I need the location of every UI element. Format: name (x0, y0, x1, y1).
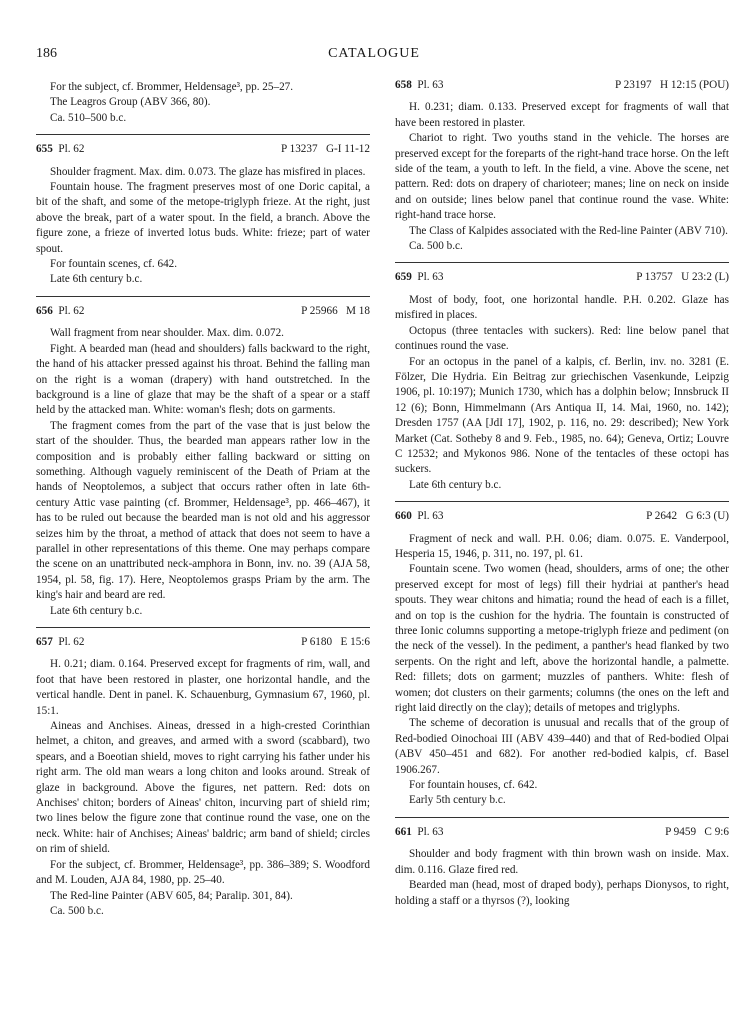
entry-655-ref: For fountain scenes, cf. 642. (50, 258, 178, 271)
entry-655-body: Fountain house. The fragment preserves most of one Doric capital, a bit of the shaft, and some of the metope-triglyph frieze. At the right, just above the break, part of a water spout. In the field, a branch. Above the figure zone, a frieze of inverted lotus buds. White: frieze; part of water spout. (36, 181, 370, 255)
entry-656-body: Fight. A bearded man (head and shoulders) falls backward to the right, the hand of his attacker pressed against his throat. Behind the falling man on the right is a woman (drapery) with hand outstretched. In the background is a line of glaze that may be the shaft of a spear or a staff held by the attacked man. White: woman's flesh; dots on garments. (36, 342, 370, 417)
entry-656-desc: Wall fragment from near shoulder. Max. dim. 0.072. (50, 327, 284, 340)
entry-660-header (395, 509, 729, 524)
entry-660-ref: For fountain houses, cf. 642. (409, 779, 538, 792)
intro-group: The Leagros Group (ABV 366, 80). (50, 96, 211, 109)
entry-661-header (395, 825, 729, 840)
entry-656-date: Late 6th century b.c. (50, 604, 143, 617)
plate-ref: Pl. 62 (58, 636, 85, 648)
plate-ref: Pl. 63 (417, 271, 444, 284)
inventory-ref: P 2642 G 6:3 (U) (646, 510, 729, 523)
entry-660-date: Early 5th century b.c. (409, 794, 506, 807)
divider (36, 627, 370, 628)
entry-661-body: Bearded man (head, most of draped body), perhaps Dionysos, to right, holding a staff or a thyrsos (?), looking (395, 879, 729, 907)
inventory-ref: P 25966 M 18 (301, 304, 370, 317)
plate-ref: Pl. 62 (58, 143, 85, 156)
plate-ref: Pl. 63 (417, 510, 444, 523)
entry-655-header (36, 142, 370, 157)
entry-658-header (395, 78, 729, 93)
inventory-ref: P 23197 H 12:15 (POU) (615, 79, 729, 91)
entry-659-desc: Most of body, foot, one horizontal handle. P.H. 0.202. Glaze has misfired in places. (395, 293, 729, 322)
entry-number: 660 (395, 510, 412, 523)
entry-number: 659 (395, 271, 412, 284)
entry-660-desc: Fragment of neck and wall. P.H. 0.06; diam. 0.075. E. Vanderpool, Hesperia 15, 1946, p. 311, no. 197, pl. 61. (395, 532, 729, 560)
inventory-ref: P 9459 C 9:6 (665, 825, 729, 838)
inventory-ref: P 13757 U 23:2 (L) (636, 271, 729, 284)
entry-657-desc: H. 0.21; diam. 0.164. Preserved except for fragments of rim, wall, and foot that have been restored in plaster, one horizontal handle, and the vertical handle. Dent in panel. K. Schauenburg, Gymnasium 67, 1960, pl. 15:1. (36, 658, 370, 717)
divider (395, 817, 729, 818)
divider (395, 501, 729, 502)
entry-655-desc: Shoulder fragment. Max. dim. 0.073. The glaze has misfired in places. (50, 165, 366, 178)
page-number: 186 (36, 46, 57, 61)
entry-657-painter: The Red-line Painter (ABV 605, 84; Paralip. 301, 84). (50, 889, 293, 902)
entry-number: 658 (395, 79, 412, 91)
divider (36, 134, 370, 135)
entry-661-desc: Shoulder and body fragment with thin brown wash on inside. Max. dim. 0.116. Glaze fired red. (395, 848, 729, 876)
entry-659-date: Late 6th century b.c. (409, 478, 502, 491)
entry-number: 655 (36, 143, 53, 156)
entry-number: 656 (36, 304, 53, 317)
inventory-ref: P 6180 E 15:6 (301, 636, 370, 648)
entry-655-date: Late 6th century b.c. (50, 273, 143, 286)
plate-ref: Pl. 63 (417, 79, 444, 91)
entry-number: 657 (36, 636, 53, 648)
entry-number: 661 (395, 825, 412, 838)
entry-656-discussion: The fragment comes from the part of the vase that is just below the start of the shoulder. Thus, the bearded man appears rather low in the composition and is probably either falling backward or sitting on something. Although vaguely reminiscent of the Death of Priam at the hands of Neoptolemos, a subject that occurs rather often in late 6th-century Attic vase painting (cf. Brommer, Heldensage³, pp. 466–467), it has to be ruled out because the bearded man is not old and his aggressor seizes him by the throat, a method of attack that does not seem to have a parallel in other representations of this theme. One may perhaps compare the scene on an unattributed neck-amphora in Bonn, inv. no. 39 (AJA 58, 1954, pl. 58, fig. 17). Here, Neoptolemos grasps Priam by the arm. The king's hair and beard are red. (36, 419, 370, 602)
entry-659-header (395, 270, 729, 285)
entry-658-desc: H. 0.231; diam. 0.133. Preserved except for fragments of wall that have been restored in plaster. (395, 101, 729, 129)
entry-657-body: Aineas and Anchises. Aineas, dressed in a high-crested Corinthian helmet, a chiton, and greaves, and armed with a sword (scabbard), two spears, and a Boeotian shield, moves to right carrying his father under his right arm. The old man wears a long chiton and looks around. Streak of glaze in background. Above the figures, net pattern. Red: dots on Anchises' chiton; borders of Aineas' chiton, incurving part of shield rim; two lines below the figure zone that continue round the vase, one on the neck. White: hair of Anchises; Aineas' baldric; arm band of shield; circles on rim of shield. (36, 720, 370, 856)
entry-660-body: Fountain scene. Two women (head, shoulders, arms of one; the other preserved except for most of legs) fill their hydriai at panther's head spouts. They wear chitons and himatia; round the head of each is a fillet, and on top is the cushion for the hydria. The fountain is constructed of three Ionic columns supporting a metope-triglyph frieze and pediment (on the neck of the vessel). In the pediment, a panther's head flanked by two serpents. On the right and left, above the horizontal handle, a palmette. Red: fillets; dots on garment; muzzles of panthers. White: flesh of women; dot clusters on their garments; columns (the ones on the left and right laid directly on the clay); details of metopes and triglyphs. (395, 563, 729, 715)
intro-ref: For the subject, cf. Brommer, Heldensage³, pp. 25–27. (50, 81, 294, 93)
running-title: CATALOGUE (328, 46, 420, 61)
inventory-ref: P 13237 G-I 11-12 (281, 143, 370, 156)
divider (36, 296, 370, 297)
entry-658-ref: The Class of Kalpides associated with the Red-line Painter (ABV 710). (409, 224, 728, 237)
entry-657-header (36, 635, 370, 650)
entry-659-comparanda: For an octopus in the panel of a kalpis, cf. Berlin, inv. no. 3281 (E. Fölzer, Die Hydria. Ein Beitrag zur griechischen Vasenkunde, Leipzig 1906, pl. 10:197); Munich 1730, which has a dolphin below; Innsbruck II 12 (6); Bonn, Himmelmann (Ars Antiqua II, 14. Mai, 1960, no. 142); Dresden 1757 (AA [JdI 17], 1902, p. 116, no. 29: described); New York Market (Cat. Sotheby 8 and 9. Feb., 1985, no. 64); Geneva, Ortiz; Louvre C 12532; and Mykonos 986. None of the tentacles of these octopi has suckers. (395, 355, 729, 476)
entry-657-ref: For the subject, cf. Brommer, Heldensage³, pp. 386–389; S. Woodford and M. Louden, AJA 84, 1980, pp. 25–40. (36, 858, 370, 887)
right-column (395, 78, 729, 909)
divider (395, 262, 729, 263)
left-column (36, 80, 370, 919)
entry-660-discussion: The scheme of decoration is unusual and recalls that of the group of Red-bodied Oinochoai III (ABV 439–440) and that of Red-bodied Olpai (ABV 450–451 and 682). For another red-bodied kalpis, cf. Basel 1906.267. (395, 717, 729, 776)
intro-date: Ca. 510–500 b.c. (50, 111, 127, 124)
plate-ref: Pl. 63 (417, 825, 444, 838)
entry-658-date: Ca. 500 b.c. (409, 240, 463, 253)
entry-656-header (36, 304, 370, 319)
entry-659-body: Octopus (three tentacles with suckers). Red: line below panel that continues round the vase. (395, 324, 729, 353)
entry-657-date: Ca. 500 b.c. (50, 904, 104, 917)
entry-658-body: Chariot to right. Two youths stand in the vehicle. The horses are preserved except for the foreparts of the right-hand trace horse. On the left side of the team, a youth to left. In the field, a vine. Above the scene, net pattern. Red: dots on drapery of charioteer; manes; line on neck on inside and on outside; lines below panel that continue round the vase. White: right-hand trace horse. (395, 132, 729, 222)
plate-ref: Pl. 62 (58, 304, 85, 317)
